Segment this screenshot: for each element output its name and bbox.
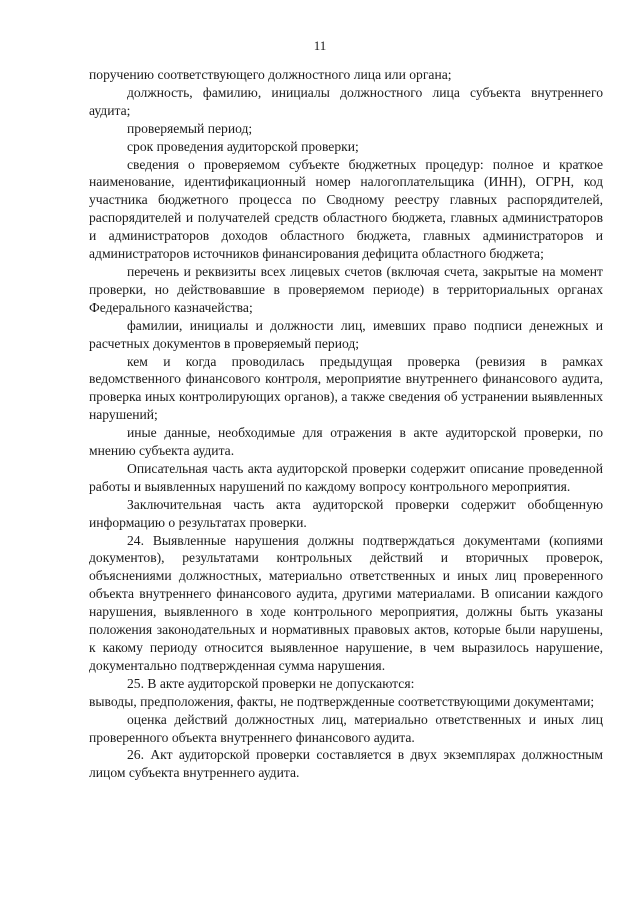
paragraph: 26. Акт аудиторской проверки составляется в двух экземплярах должностным лицом субъекта внутреннего аудита. xyxy=(89,747,603,781)
paragraph: поручению соответствующего должностного лица или органа; xyxy=(89,67,452,82)
paragraph: кем и когда проводилась предыдущая проверка (ревизия в рамках ведомственного финансового контроля, мероприятие внутреннего финансового аудита, проверка иных контролирующих органов), а также сведения об устранении выявленных нарушений; xyxy=(89,353,603,423)
paragraph: сведения о проверяемом субъекте бюджетных процедур: полное и краткое наименование, идентификационный номер налогоплательщика (ИНН), ОГРН, код участника бюджетного процесса по Сводному реестру главных распорядителей, распорядителей и получателей средств областного бюджета, главных администраторов и администраторов доходов областного бюджета, главных администраторов и администраторов источников финансирования дефицита областного бюджета; xyxy=(89,156,603,262)
paragraph: Описательная часть акта аудиторской проверки содержит описание проведенной работы и выявленных нарушений по каждому вопросу контрольного мероприятия. xyxy=(89,460,603,494)
paragraph: 25. В акте аудиторской проверки не допускаются: xyxy=(127,675,415,691)
paragraph: оценка действий должностных лиц, материально ответственных и иных лиц проверенного объекта внутреннего финансового аудита. xyxy=(89,711,603,745)
paragraph: 24. Выявленные нарушения должны подтверждаться документами (копиями документов), результатами контрольных действий и вторичных проверок, объяснениями должностных, материально ответственных и иных лиц проверенного объекта внутреннего финансового аудита, другими материалами. В описании каждого нарушения, выявленного в ходе контрольного мероприятия, должны быть указаны положения законодательных и нормативных правовых актов, которые были нарушены, к какому периоду относится выявленное нарушение, в чем выразилось нарушение, документально подтвержденная сумма нарушения. xyxy=(89,532,603,673)
paragraph: иные данные, необходимые для отражения в акте аудиторской проверки, по мнению субъекта аудита. xyxy=(89,425,603,459)
paragraph: фамилии, инициалы и должности лиц, имевших право подписи денежных и расчетных документов в проверяемый период; xyxy=(89,317,603,351)
paragraph: выводы, предположения, факты, не подтвержденные соответствующими документами; xyxy=(89,693,595,709)
document-body xyxy=(89,66,603,782)
paragraph: перечень и реквизиты всех лицевых счетов (включая счета, закрытые на момент проверки, но действовавшие в проверяемом периоде) в территориальных органах Федерального казначейства; xyxy=(89,263,603,315)
page-number: 11 xyxy=(313,38,327,53)
paragraph: Заключительная часть акта аудиторской проверки содержит обобщенную информацию о результатах проверки. xyxy=(89,496,603,530)
paragraph: проверяемый период; xyxy=(127,120,253,136)
paragraph: срок проведения аудиторской проверки; xyxy=(127,138,359,154)
paragraph: должность, фамилию, инициалы должностного лица субъекта внутреннего аудита; xyxy=(89,84,603,118)
